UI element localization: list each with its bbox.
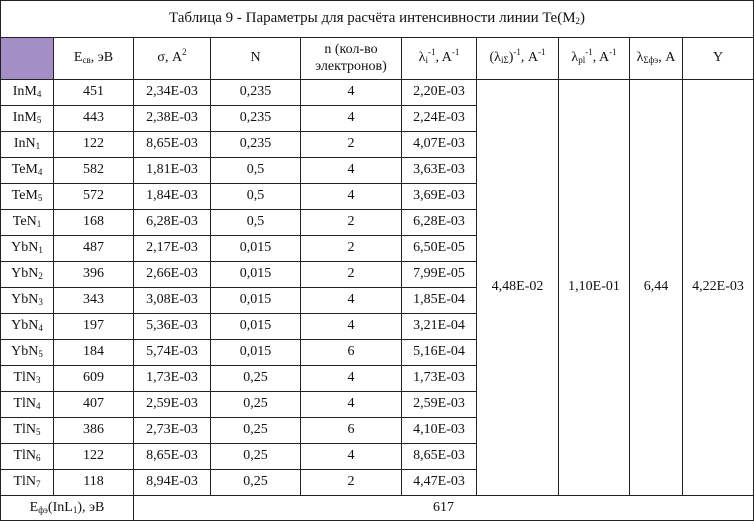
cell-cross-section: 3,08E-03 — [134, 288, 211, 314]
cell-binding-energy: 386 — [54, 418, 134, 444]
cell-binding-energy: 572 — [54, 184, 134, 210]
cell-lambda-i: 2,20E-03 — [402, 80, 477, 106]
cell-electron-count: 4 — [301, 184, 402, 210]
cell-cross-section: 8,65E-03 — [134, 444, 211, 470]
cell-n-upper: 0,015 — [211, 236, 301, 262]
cell-n-upper: 0,25 — [211, 392, 301, 418]
cell-lambda-i: 3,63E-03 — [402, 158, 477, 184]
cell-cross-section: 6,28E-03 — [134, 210, 211, 236]
cell-n-upper: 0,015 — [211, 288, 301, 314]
row-label-shell: M — [25, 162, 38, 178]
row-label-subscript: 1 — [36, 219, 42, 230]
row-label-shell: N — [28, 344, 39, 360]
row-label-shell: N — [28, 240, 39, 256]
cell-n-upper: 0,25 — [211, 444, 301, 470]
row-label-element: Yb — [11, 266, 29, 282]
cell-n-upper: 0,5 — [211, 210, 301, 236]
cell-lambda-i: 7,99E-05 — [402, 262, 477, 288]
cell-lambda-i: 6,50E-05 — [402, 236, 477, 262]
cell-n-upper: 0,015 — [211, 262, 301, 288]
cell-cross-section: 1,73E-03 — [134, 366, 211, 392]
row-label — [1, 314, 54, 340]
row-label — [1, 106, 54, 132]
row-label — [1, 392, 54, 418]
cell-electron-count: 2 — [301, 210, 402, 236]
cell-cross-section: 1,81E-03 — [134, 158, 211, 184]
cell-electron-count: 2 — [301, 262, 402, 288]
row-label-element: Tl — [13, 474, 26, 490]
header-binding-energy: $E_{св}$, эВ — [54, 38, 134, 80]
table-body — [1, 80, 754, 496]
cell-binding-energy: 451 — [54, 80, 134, 106]
header-swatch-cell — [1, 38, 54, 80]
cell-binding-energy: 197 — [54, 314, 134, 340]
merged-lambda-pl: 1,10E-01 — [559, 80, 630, 496]
merged-lambda-i-sum: 4,48E-02 — [477, 80, 559, 496]
cell-cross-section: 5,36E-03 — [134, 314, 211, 340]
cell-lambda-i: 2,24E-03 — [402, 106, 477, 132]
row-label — [1, 158, 54, 184]
row-label-shell: N — [28, 318, 39, 334]
row-label — [1, 444, 54, 470]
row-label-subscript: 5 — [36, 427, 41, 438]
row-label — [1, 288, 54, 314]
cell-n-upper: 0,5 — [211, 158, 301, 184]
row-label-element: Yb — [11, 344, 29, 360]
cell-lambda-i: 4,07E-03 — [402, 132, 477, 158]
cell-binding-energy: 122 — [54, 132, 134, 158]
cell-binding-energy: 407 — [54, 392, 134, 418]
cell-electron-count: 4 — [301, 314, 402, 340]
header-electron-count-text: n (кол-во электронов) — [315, 41, 387, 74]
cell-electron-count: 2 — [301, 132, 402, 158]
row-label — [1, 132, 54, 158]
header-n-upper-text: N — [250, 50, 261, 66]
cell-binding-energy: 443 — [54, 106, 134, 132]
cell-electron-count: 4 — [301, 158, 402, 184]
footer-value: 617 — [134, 496, 754, 521]
row-label-subscript: 4 — [36, 401, 41, 412]
cell-n-upper: 0,25 — [211, 470, 301, 496]
cell-n-upper: 0,235 — [211, 106, 301, 132]
row-label-subscript: 1 — [35, 141, 41, 152]
merged-y: 4,22E-03 — [683, 80, 754, 496]
row-label-subscript: 5 — [38, 349, 43, 360]
row-label-shell: M — [25, 188, 38, 204]
cell-electron-count: 4 — [301, 392, 402, 418]
row-label — [1, 418, 54, 444]
cell-binding-energy: 118 — [54, 470, 134, 496]
cell-lambda-i: 1,85E-04 — [402, 288, 477, 314]
row-label-element: Tl — [13, 370, 26, 386]
cell-n-upper: 0,015 — [211, 314, 301, 340]
header-lambda-sfe: $\lambda_{\Sigma фэ}$, A — [630, 38, 683, 80]
row-label-shell: N — [25, 448, 37, 464]
row-label-shell: N — [28, 266, 39, 282]
cell-lambda-i: 2,59E-03 — [402, 392, 477, 418]
cell-cross-section: 2,38E-03 — [134, 106, 211, 132]
row-label-element: Tl — [13, 448, 26, 464]
merged-lambda-sfe: 6,44 — [630, 80, 683, 496]
row-label-element: Tl — [13, 396, 26, 412]
cell-cross-section: 2,66E-03 — [134, 262, 211, 288]
row-label-shell: N — [25, 396, 37, 412]
row-label-element: Tl — [13, 422, 26, 438]
row-label-shell: M — [24, 110, 37, 126]
cell-lambda-i: 3,69E-03 — [402, 184, 477, 210]
row-label — [1, 262, 54, 288]
cell-cross-section: 2,73E-03 — [134, 418, 211, 444]
header-n-upper — [211, 38, 301, 80]
row-label-shell: N — [28, 292, 39, 308]
cell-cross-section: 1,84E-03 — [134, 184, 211, 210]
cell-lambda-i: 6,28E-03 — [402, 210, 477, 236]
cell-binding-energy: 168 — [54, 210, 134, 236]
row-label-element: Yb — [11, 292, 29, 308]
cell-lambda-i: 1,73E-03 — [402, 366, 477, 392]
cell-n-upper: 0,015 — [211, 340, 301, 366]
footer-label: $E_{фэ}(InL_1)$, эВ — [1, 496, 134, 521]
cell-electron-count: 2 — [301, 236, 402, 262]
row-label-shell: N — [25, 370, 37, 386]
cell-binding-energy: 343 — [54, 288, 134, 314]
cell-n-upper: 0,235 — [211, 80, 301, 106]
row-label-subscript: 1 — [38, 245, 43, 256]
cell-electron-count: 6 — [301, 340, 402, 366]
cell-n-upper: 0,25 — [211, 366, 301, 392]
table-title-text: Таблица 9 - Параметры для расчёта интенсивности линии $Te(M_2)$ — [168, 10, 586, 27]
cell-binding-energy: 396 — [54, 262, 134, 288]
row-label — [1, 80, 54, 106]
row-label-subscript: 3 — [36, 375, 41, 386]
row-label-subscript: 4 — [37, 167, 43, 178]
cell-lambda-i: 4,47E-03 — [402, 470, 477, 496]
row-label — [1, 340, 54, 366]
header-lambda-pl: $\lambda_{pl}^{-1}$, $A^{-1}$ — [559, 38, 630, 80]
cell-electron-count: 4 — [301, 444, 402, 470]
cell-cross-section: 2,17E-03 — [134, 236, 211, 262]
cell-electron-count: 4 — [301, 288, 402, 314]
row-label-shell: N — [26, 214, 37, 230]
row-label-element: Yb — [11, 318, 29, 334]
cell-electron-count: 2 — [301, 470, 402, 496]
cell-lambda-i: 5,16E-04 — [402, 340, 477, 366]
row-label-subscript: 6 — [36, 453, 41, 464]
cell-cross-section: 8,94E-03 — [134, 470, 211, 496]
cell-binding-energy: 582 — [54, 158, 134, 184]
row-label — [1, 210, 54, 236]
cell-electron-count: 4 — [301, 106, 402, 132]
row-label-element: In — [12, 84, 25, 100]
footer-row — [1, 496, 754, 521]
row-label-shell: M — [24, 84, 37, 100]
row-label-element: Te — [11, 162, 26, 178]
row-label — [1, 366, 54, 392]
cell-n-upper: 0,235 — [211, 132, 301, 158]
row-label-element: In — [13, 136, 26, 152]
row-label — [1, 236, 54, 262]
row-label-shell: N — [25, 136, 36, 152]
cell-binding-energy: 609 — [54, 366, 134, 392]
row-label-subscript: 4 — [36, 89, 42, 100]
cell-electron-count: 4 — [301, 366, 402, 392]
row-label — [1, 470, 54, 496]
cell-lambda-i: 4,10E-03 — [402, 418, 477, 444]
cell-binding-energy: 184 — [54, 340, 134, 366]
cell-electron-count: 6 — [301, 418, 402, 444]
header-lambda-i: $\lambda_i^{-1}$, $A^{-1}$ — [402, 38, 477, 80]
row-label-element: Te — [11, 188, 26, 204]
header-y — [683, 38, 754, 80]
cell-lambda-i: 8,65E-03 — [402, 444, 477, 470]
cell-lambda-i: 3,21E-04 — [402, 314, 477, 340]
cell-cross-section: 2,34E-03 — [134, 80, 211, 106]
row-label-subscript: 3 — [38, 297, 43, 308]
table-row — [1, 80, 754, 106]
cell-n-upper: 0,5 — [211, 184, 301, 210]
cell-electron-count: 4 — [301, 80, 402, 106]
row-label-subscript: 2 — [38, 271, 43, 282]
row-label-shell: N — [25, 422, 37, 438]
row-label-element: Te — [12, 214, 27, 230]
row-label-subscript: 5 — [37, 193, 43, 204]
cell-cross-section: 5,74E-03 — [134, 340, 211, 366]
header-y-text: Y — [712, 50, 724, 66]
cell-cross-section: 8,65E-03 — [134, 132, 211, 158]
cell-n-upper: 0,25 — [211, 418, 301, 444]
row-label-shell: N — [25, 474, 37, 490]
row-label-subscript: 5 — [36, 115, 42, 126]
header-lambda-i-sum: $(\lambda_{i\Sigma})^{-1}$, $A^{-1}$ — [477, 38, 559, 80]
row-label-subscript: 7 — [36, 479, 41, 490]
row-label-element: Yb — [11, 240, 29, 256]
table-title — [1, 1, 754, 38]
cell-binding-energy: 122 — [54, 444, 134, 470]
cell-cross-section: 2,59E-03 — [134, 392, 211, 418]
row-label-element: In — [12, 110, 25, 126]
row-label — [1, 184, 54, 210]
cell-binding-energy: 487 — [54, 236, 134, 262]
row-label-subscript: 4 — [38, 323, 43, 334]
header-electron-count — [301, 38, 402, 80]
header-cross-section: σ, $A^2$ — [134, 38, 211, 80]
